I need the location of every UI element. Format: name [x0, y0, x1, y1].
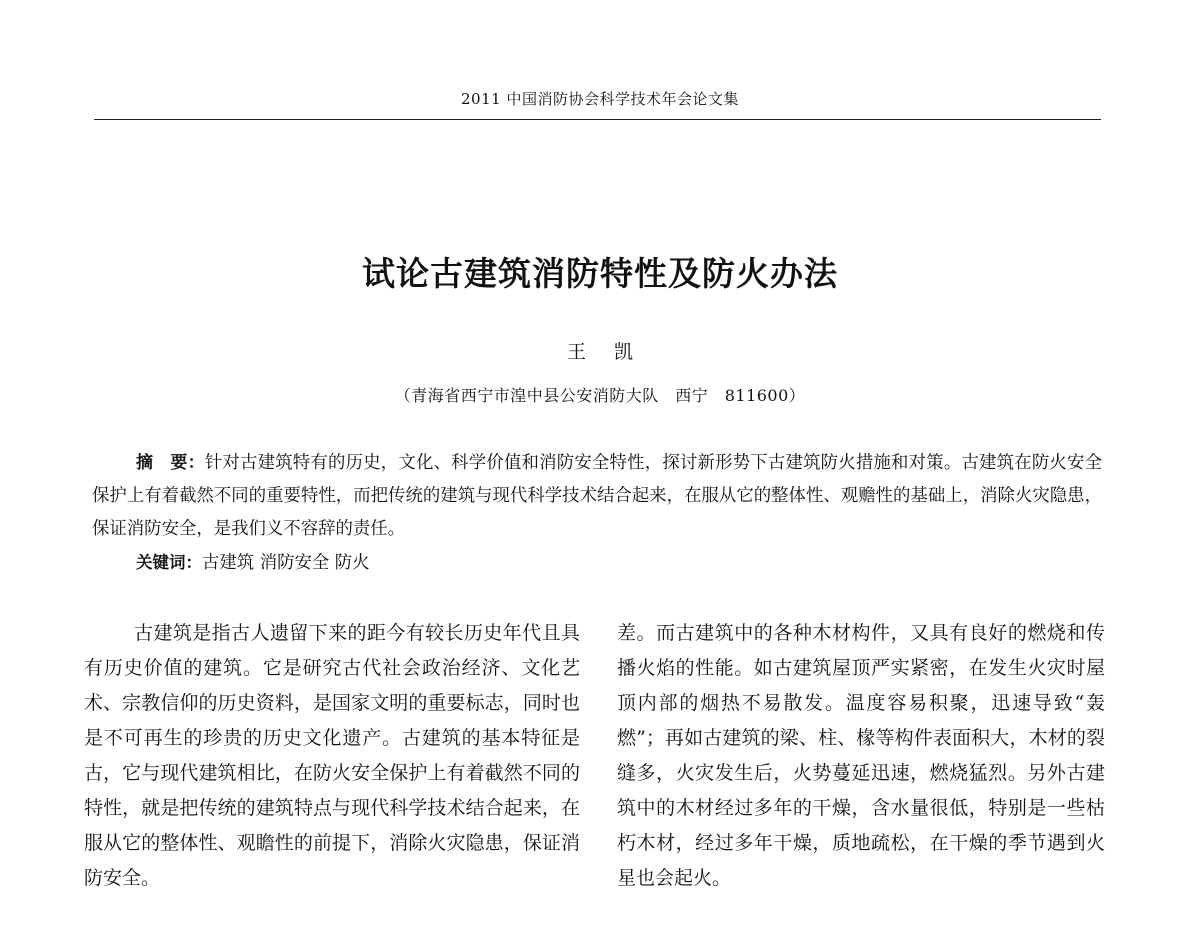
- body-right-column: 差。而古建筑中的各种木材构件，又具有良好的燃烧和传播火焰的性能。如古建筑屋顶严实紧密，在发生火灾时屋顶内部的烟热不易散发。温度容易积聚，迅速导致“轰燃”；再如古建筑的梁、柱、椽等构件表面积大，木材的裂缝多，火灾发生后，火势蔓延迅速，燃烧猛烈。另外古建筑中的木材经过多年的干燥，含水量很低，特别是一些枯朽木材，经过多年干燥，质地疏松，在干燥的季节遇到火星也会起火。: [617, 622, 1105, 889]
- keywords-label: 关键词：: [136, 553, 202, 572]
- article-title: 试论古建筑消防特性及防火办法: [362, 254, 838, 293]
- running-header: 2011 中国消防协会科学技术年会论文集: [461, 90, 739, 108]
- author-affiliation: （青海省西宁市湟中县公安消防大队 西宁 811600）: [394, 386, 806, 405]
- abstract: [92, 447, 1102, 546]
- header-rule: [94, 119, 1101, 120]
- abstract-text: 针对古建筑特有的历史，文化、科学价值和消防安全特性，探讨新形势下古建筑防火措施和对策。古建筑在防火安全保护上有着截然不同的重要特性，而把传统的建筑与现代科学技术结合起来，在服从它的整体性、观赡性的基础上，消除火灾隐患，保证消防安全，是我们义不容辞的责任。: [92, 453, 1102, 539]
- author-name: 王凯: [566, 341, 661, 363]
- keywords-text: 古建筑 消防安全 防火: [202, 553, 370, 573]
- keywords: [136, 548, 1036, 578]
- body-left-column: 古建筑是指古人遗留下来的距今有较长历史年代且具有历史价值的建筑。它是研究古代社会政治经济、文化艺术、宗教信仰的历史资料，是国家文明的重要标志，同时也是不可再生的珍贵的历史文化遗产。古建筑的基本特征是古，它与现代建筑相比，在防火安全保护上有着截然不同的特性，就是把传统的建筑特点与现代科学技术结合起来，在服从它的整体性、观瞻性的前提下，消除火灾隐患，保证消防安全。: [84, 622, 580, 889]
- abstract-label: 摘 要：: [136, 453, 205, 473]
